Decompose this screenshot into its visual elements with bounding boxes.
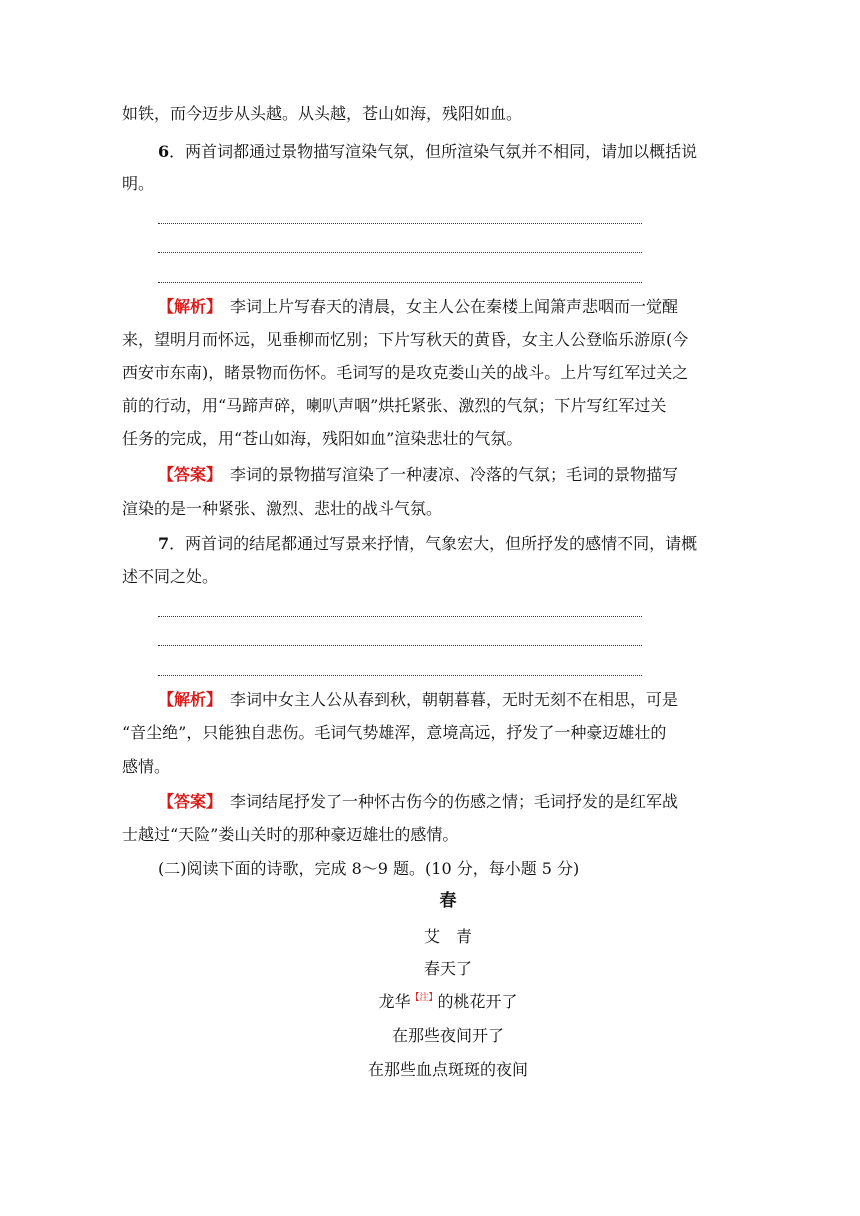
q7-analysis-line-2: “音尘绝”，只能独自悲伤。毛词气势雄浑，意境高远，抒发了一种豪迈雄壮的 bbox=[122, 723, 667, 742]
question-7-line-2: 述不同之处。 bbox=[122, 567, 219, 586]
answer-tag: 【答案】 bbox=[158, 792, 215, 811]
analysis-tag: 【解析】 bbox=[158, 690, 215, 709]
poem-line-3: 在那些夜间开了 bbox=[391, 1026, 504, 1045]
q6-analysis-line-5: 任务的完成，用“苍山如海，残阳如血”渲染悲壮的气氛。 bbox=[122, 429, 523, 448]
answer-blank-line bbox=[158, 252, 642, 253]
q7-analysis-line-1: 【解析】 李词中女主人公从春到秋，朝朝暮暮，无时无刻不在相思，可是 bbox=[158, 690, 679, 709]
answer-blank-line bbox=[158, 616, 642, 617]
answer-blank-line bbox=[158, 645, 642, 646]
poem-title: 春 bbox=[439, 891, 457, 911]
q6-analysis-line-2: 来，望明月而怀远，见垂柳而忆别；下片写秋天的黄昏，女主人公登临乐游原(今 bbox=[122, 330, 689, 349]
analysis-tag: 【解析】 bbox=[158, 297, 215, 316]
poem-author: 艾 青 bbox=[423, 927, 472, 946]
q6-analysis-line-4: 前的行动，用“马蹄声碎，喇叭声咽”烘托紧张、激烈的气氛；下片写红军过关 bbox=[122, 396, 667, 415]
q7-answer-line-1: 【答案】 李词结尾抒发了一种怀古伤今的伤感之情；毛词抒发的是红军战 bbox=[158, 792, 679, 811]
question-6-line-1: 6．两首词都通过景物描写渲染气氛，但所渲染气氛并不相同，请加以概括说 bbox=[158, 142, 698, 161]
question-7-number: 7 bbox=[158, 534, 170, 553]
section-2-instruction: (二)阅读下面的诗歌，完成 8～9 题。(10 分，每小题 5 分) bbox=[158, 859, 580, 878]
question-6-number: 6 bbox=[158, 142, 170, 161]
answer-blank-line bbox=[158, 282, 642, 283]
question-6-line-2: 明。 bbox=[122, 174, 155, 193]
answer-blank-line bbox=[158, 223, 642, 224]
footnote-marker[interactable]: 【注】 bbox=[410, 993, 438, 1003]
question-7-line-1: 7．两首词的结尾都通过写景来抒情，气象宏大，但所抒发的感情不同，请概 bbox=[158, 534, 698, 553]
q7-answer-line-2: 士越过“天险”娄山关时的那种豪迈雄壮的感情。 bbox=[122, 825, 459, 844]
q7-analysis-line-3: 感情。 bbox=[122, 757, 171, 776]
intro-line: 如铁，而今迈步从头越。从头越，苍山如海，残阳如血。 bbox=[122, 104, 523, 123]
answer-tag: 【答案】 bbox=[158, 465, 215, 484]
poem-line-4: 在那些血点斑斑的夜间 bbox=[367, 1060, 528, 1079]
poem-line-1: 春天了 bbox=[423, 959, 472, 978]
poem-line-2: 龙华$^{【注】}$的桃花开了 bbox=[378, 992, 518, 1011]
q6-analysis-line-1: 【解析】 李词上片写春天的清晨，女主人公在秦楼上闻箫声悲咽而一觉醒 bbox=[158, 297, 679, 316]
answer-blank-line bbox=[158, 675, 642, 676]
q6-answer-line-2: 渲染的是一种紧张、激烈、悲壮的战斗气氛。 bbox=[122, 499, 443, 518]
q6-answer-line-1: 【答案】 李词的景物描写渲染了一种凄凉、冷落的气氛；毛词的景物描写 bbox=[158, 465, 679, 484]
q6-analysis-line-3: 西安市东南)，睹景物而伤怀。毛词写的是攻克娄山关的战斗。上片写红军过关之 bbox=[122, 363, 689, 382]
